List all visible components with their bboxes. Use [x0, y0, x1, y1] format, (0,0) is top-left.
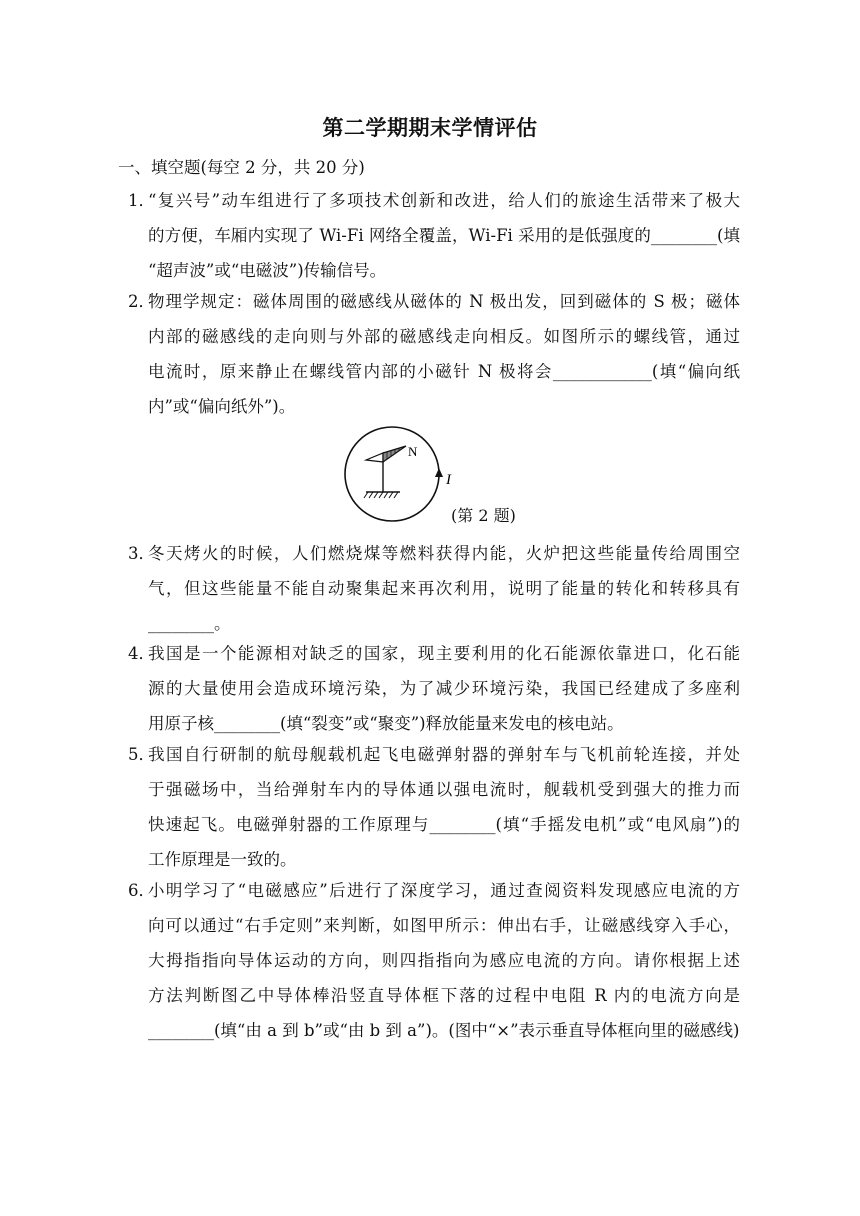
question-6 [128, 873, 740, 1048]
question-line: 于强磁场中，当给弹射车内的导体通以强电流时，舰载机受到强大的推力而 [148, 780, 740, 799]
question-4 [128, 636, 740, 741]
question-line: “超声波”或“电磁波”)传输信号。 [148, 261, 387, 280]
question-line: ________。 [148, 614, 231, 633]
question-line: 快速起飞。电磁弹射器的工作原理与________(填“手摇发电机”或“电风扇”)的 [148, 815, 740, 834]
question-line: 我国是一个能源相对缺乏的国家，现主要利用的化石能源依靠进口，化石能 [148, 644, 740, 663]
label-n: N [408, 444, 418, 459]
ground-hatch [364, 492, 398, 498]
question-line: 冬天烤火的时候，人们燃烧煤等燃料获得内能，火炉把这些能量传给周围空 [148, 544, 740, 563]
question-number: 6． [128, 881, 155, 900]
question-line: 电流时，原来静止在螺线管内部的小磁针 N 极将会____________(填“偏向纸 [148, 362, 740, 381]
question-line: 向可以通过“右手定则”来判断，如图甲所示：伸出右手，让磁感线穿入手心， [148, 916, 740, 935]
needle-north-half [383, 446, 406, 462]
question-line: 工作原理是一致的。 [148, 850, 297, 869]
page-title: 第二学期期末学情评估 [322, 116, 538, 140]
question-number: 3． [128, 544, 155, 563]
question-line: 物理学规定：磁体周围的磁感线从磁体的 N 极出发，回到磁体的 S 极；磁体 [148, 292, 740, 311]
question-line: 内部的磁感线的走向则与外部的磁感线走向相反。如图所示的螺线管，通过 [148, 327, 740, 346]
question-line: 小明学习了“电磁感应”后进行了深度学习，通过查阅资料发现感应电流的方 [148, 881, 740, 900]
question-line: 内”或“偏向纸外”)。 [148, 397, 296, 416]
question-line: 源的大量使用会造成环境污染，为了减少环境污染，我国已经建成了多座利 [148, 679, 740, 698]
question-number: 1． [128, 191, 155, 210]
needle-south-half [366, 453, 383, 462]
question-number: 5． [128, 745, 155, 764]
label-i: I [446, 472, 451, 488]
question-number: 4． [128, 644, 155, 663]
section-heading: 一、填空题(每空 2 分，共 20 分) [118, 158, 365, 177]
question-line: “复兴号”动车组进行了多项技术创新和改进，给人们的旅途生活带来了极大 [148, 191, 740, 210]
question-line: 的方便，车厢内实现了 Wi-Fi 网络全覆盖，Wi-Fi 采用的是低强度的________(填 [148, 226, 740, 245]
question-number: 2． [128, 292, 155, 311]
question-line: 用原子核________(填“裂变”或“聚变”)释放能量来发电的核电站。 [148, 714, 624, 733]
question-line: 方法判断图乙中导体棒沿竖直导体框下落的过程中电阻 R 内的电流方向是 [148, 986, 740, 1005]
current-arrow [435, 468, 443, 477]
question-line: ________(填“由 a 到 b”或“由 b 到 a”)。(图中“×”表示垂直导体框向里的磁感线) [148, 1021, 740, 1040]
question-line: 我国自行研制的航母舰载机起飞电磁弹射器的弹射车与飞机前轮连接，并处 [148, 745, 740, 764]
figure-caption: (第 2 题) [451, 506, 516, 525]
question-3 [128, 536, 740, 641]
question-line: 气，但这些能量不能自动聚集起来再次利用，说明了能量的转化和转移具有 [148, 579, 740, 598]
question-2 [128, 284, 740, 424]
question-1 [128, 183, 740, 288]
question-line: 大拇指指向导体运动的方向，则四指指向为感应电流的方向。请你根据上述 [148, 951, 740, 970]
solenoid-circle [345, 427, 439, 521]
question-5 [128, 737, 740, 877]
